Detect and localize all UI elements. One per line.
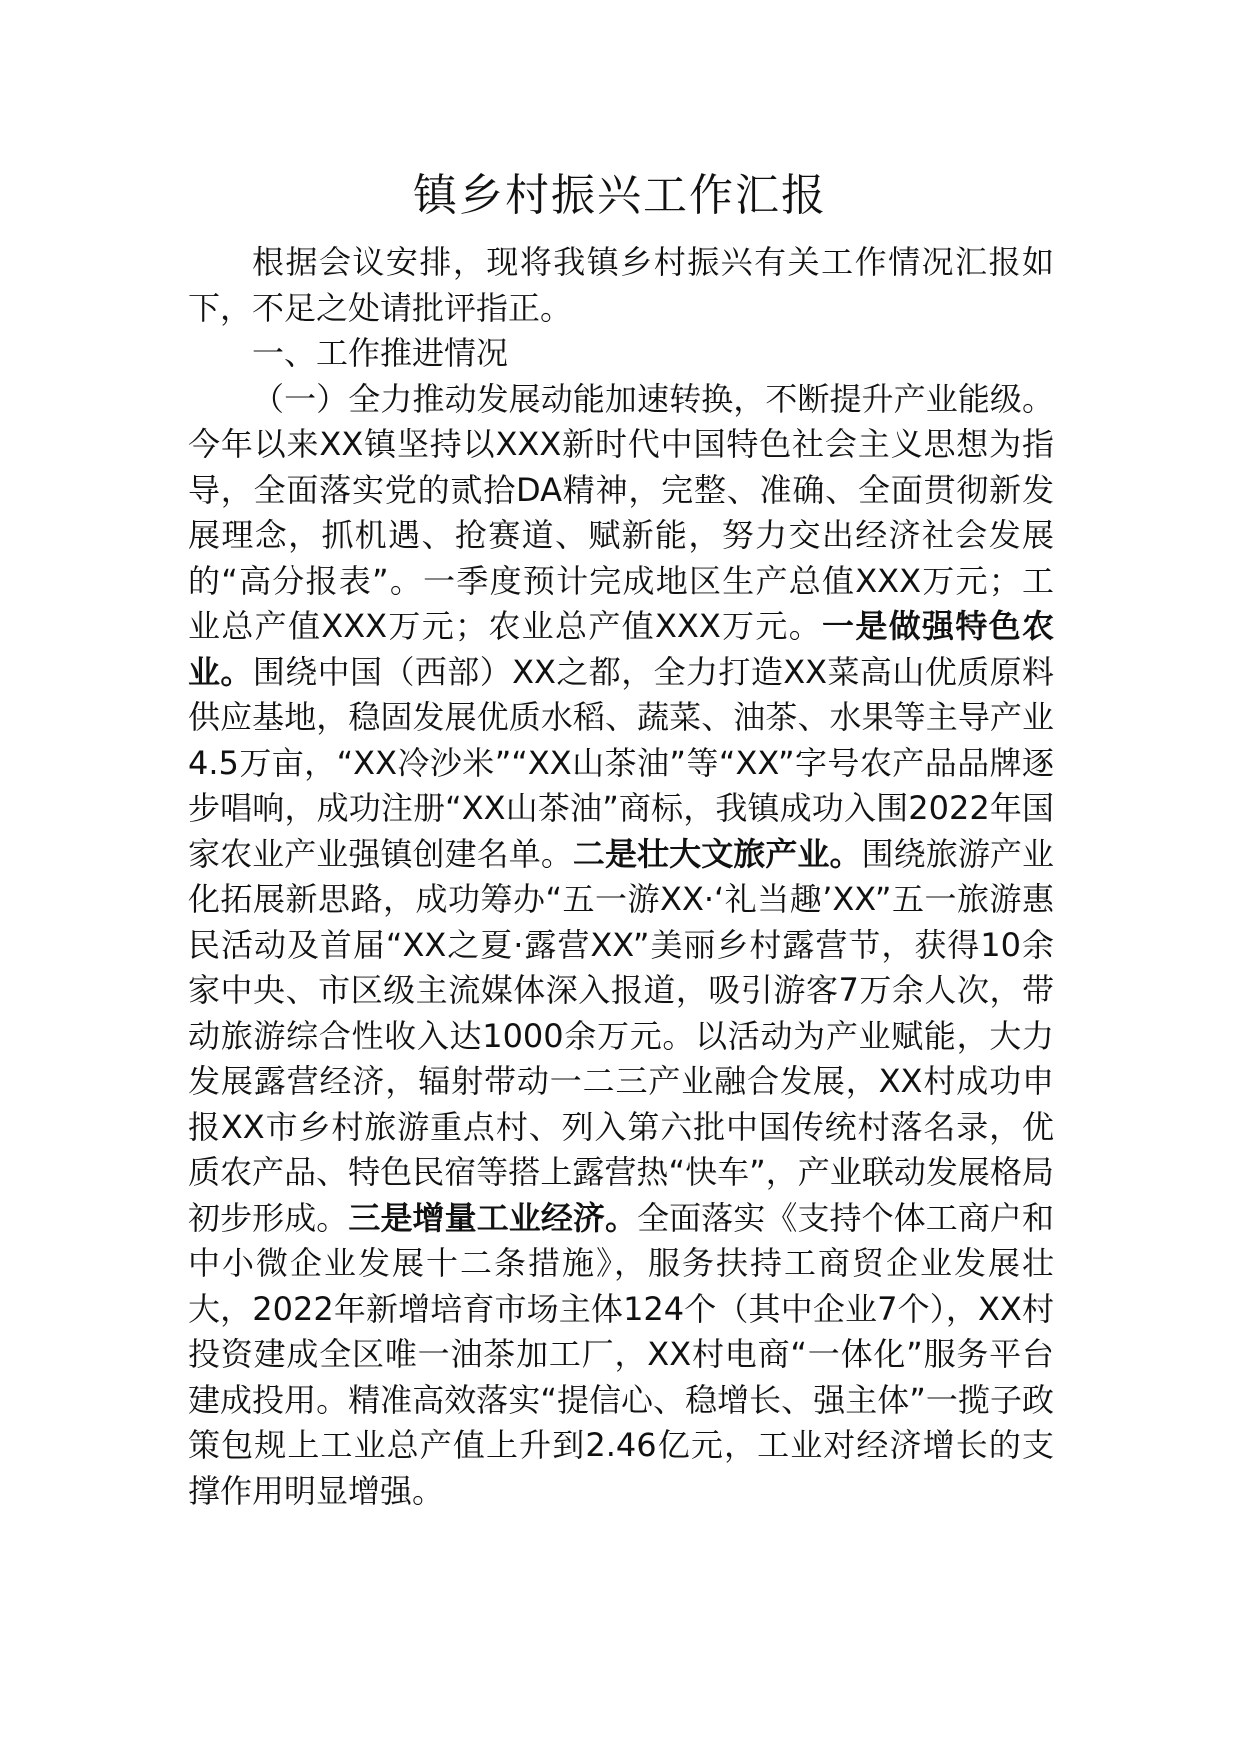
paragraph-text-3: 围绕旅游产业化拓展新思路，成功筹办“五一游XX·‘礼当趣’XX”五一旅游惠民活动及首届“XX之夏·露营XX”美丽乡村露营节，获得10余家中央、市区级主流媒体深入报道，吸引游客7万余人次，带动旅游综合性收入达1000余万元。以活动为产业赋能，大力发展露营经济，辐射带动一二三产业融合发展，XX村成功申报XX市乡村旅游重点村、列入第六批中国传统村落名录，优质农产品、特色民宿等搭上露营热“快车”，产业联动发展格局初步形成。 (188, 834, 1054, 1237)
section-heading: 一、工作推进情况 (252, 334, 509, 372)
lead-tourism: 二是壮大文旅产业。 (572, 834, 862, 873)
lead-agriculture: 一是做强特色农业。 (188, 607, 1054, 691)
paragraph-text-1: （一）全力推动发展动能加速转换，不断提升产业能级。今年以来XX镇坚持以XXX新时代中国特色社会主义思想为指导，全面落实党的贰拾DA精神，完整、准确、全面贯彻新发展理念，抓机遇、抢赛道、赋新能，努力交出经济社会发展的“高分报表”。一季度预计完成地区生产总值XXX万元；工业总产值XXX万元；农业总产值XXX万元。 (188, 379, 1054, 645)
paragraph-text-4: 全面落实《支持个体工商户和中小微企业发展十二条措施》，服务扶持工商贸企业发展壮大，2022年新增培育市场主体124个（其中企业7个），XX村投资建成全区唯一油茶加工厂，XX村电商“一体化”服务平台建成投用。精准高效落实“提信心、稳增长、强主体”一揽子政策包规上工业总产值上升到2.46亿元，工业对经济增长的支撑作用明显增强。 (188, 1198, 1054, 1510)
main-paragraph (188, 377, 1054, 1515)
document-body (188, 240, 1054, 1514)
lead-industry: 三是增量工业经济。 (348, 1198, 638, 1237)
paragraph-text-2: 围绕中国（西部）XX之都，全力打造XX菜高山优质原料供应基地，稳固发展优质水稻、蔬菜、油茶、水果等主导产业4.5万亩，“XX冷沙米”“XX山茶油”等“XX”字号农产品品牌逐步唱响，成功注册“XX山茶油”商标，我镇成功入围2022年国家农业产业强镇创建名单。 (188, 652, 1054, 873)
document-title: 镇乡村振兴工作汇报 (413, 170, 827, 221)
intro-paragraph: 根据会议安排，现将我镇乡村振兴有关工作情况汇报如下，不足之处请批评指正。 (188, 243, 1054, 327)
